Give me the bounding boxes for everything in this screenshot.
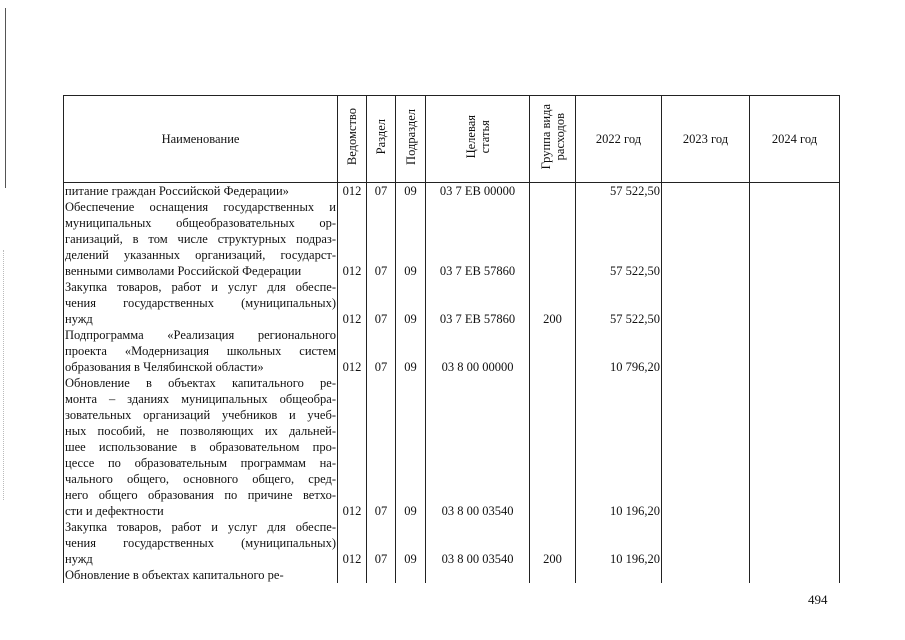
cell-name: [64, 199, 338, 279]
cell-ministry: 012: [338, 519, 367, 567]
cell-2024: [750, 199, 840, 279]
cell-ministry: 012: [338, 199, 367, 279]
header-2022: 2022 год: [576, 96, 662, 183]
cell-group: [530, 199, 576, 279]
cell-2022: 57 522,50: [576, 199, 662, 279]
name-line: Подпрограмма «Реализация регионального: [65, 328, 336, 342]
cell-target: 03 7 ЕВ 57860: [426, 279, 530, 327]
cell-name: [64, 375, 338, 519]
name-line: Закупка товаров, работ и услуг для обеспе-: [65, 280, 336, 294]
name-line: ганизаций, в том числе структурных подраз-: [65, 232, 336, 246]
cell-section: [367, 567, 396, 583]
cell-group: [530, 183, 576, 200]
cell-name: [64, 279, 338, 327]
table-row: [64, 327, 840, 375]
header-subsection: Подраздел: [396, 96, 426, 183]
header-section: Раздел: [367, 96, 396, 183]
cell-2024: [750, 567, 840, 583]
cell-2024: [750, 519, 840, 567]
table-row: [64, 567, 840, 583]
cell-2023: [662, 199, 750, 279]
cell-ministry: 012: [338, 327, 367, 375]
cell-group: 200: [530, 279, 576, 327]
cell-section: 07: [367, 183, 396, 200]
name-line: чения государственных (муниципальных): [65, 296, 336, 310]
name-line: шее использование в образовательном про-: [65, 440, 336, 454]
name-line: Обеспечение оснащения государственных и: [65, 200, 336, 214]
cell-subsection: 09: [396, 375, 426, 519]
name-line: венными символами Российской Федерации: [65, 264, 302, 278]
cell-subsection: 09: [396, 183, 426, 200]
cell-group: [530, 327, 576, 375]
header-2024: 2024 год: [750, 96, 840, 183]
name-line: монта – зданиях муниципальных общеобра-: [65, 392, 336, 406]
name-line: чения государственных (муниципальных): [65, 536, 336, 550]
name-line: муниципальных общеобразовательных ор-: [65, 216, 336, 230]
cell-target: 03 8 00 00000: [426, 327, 530, 375]
cell-subsection: 09: [396, 327, 426, 375]
cell-2022: 10 196,20: [576, 375, 662, 519]
name-line: образования в Челябинской области»: [65, 360, 264, 374]
cell-section: 07: [367, 375, 396, 519]
table-row: [64, 199, 840, 279]
cell-name: [64, 327, 338, 375]
table-row: [64, 183, 840, 200]
cell-2024: [750, 375, 840, 519]
header-2023: 2023 год: [662, 96, 750, 183]
cell-group: 200: [530, 519, 576, 567]
name-line: Обновление в объектах капитального ре-: [65, 376, 336, 390]
cell-section: 07: [367, 199, 396, 279]
table-header-row: [64, 96, 840, 183]
table-row: [64, 375, 840, 519]
cell-ministry: 012: [338, 375, 367, 519]
name-line: делений указанных организаций, государст-: [65, 248, 336, 262]
cell-name: [64, 567, 338, 583]
name-line: нужд: [65, 552, 93, 566]
cell-target: 03 8 00 03540: [426, 519, 530, 567]
name-line: проекта «Модернизация школьных систем: [65, 344, 336, 358]
cell-2022: [576, 567, 662, 583]
cell-subsection: 09: [396, 199, 426, 279]
cell-subsection: [396, 567, 426, 583]
cell-ministry: [338, 567, 367, 583]
cell-2022: 57 522,50: [576, 279, 662, 327]
budget-table: [63, 95, 840, 583]
name-line: зовательных организаций учебников и учеб-: [65, 408, 336, 422]
name-line: питание граждан Российской Федерации»: [65, 184, 289, 198]
cell-2023: [662, 279, 750, 327]
cell-target: 03 7 ЕВ 57860: [426, 199, 530, 279]
name-line: Закупка товаров, работ и услуг для обеспе-: [65, 520, 336, 534]
cell-ministry: 012: [338, 279, 367, 327]
name-line: него общего образования по причине ветхо-: [65, 488, 336, 502]
header-ministry: Ведомство: [338, 96, 367, 183]
scan-margin-line: [5, 8, 6, 188]
cell-2023: [662, 183, 750, 200]
name-line: цессе по образовательным программам на-: [65, 456, 336, 470]
cell-section: 07: [367, 327, 396, 375]
name-line: сти и дефектности: [65, 504, 164, 518]
cell-2022: 57 522,50: [576, 183, 662, 200]
page-number: 494: [808, 592, 828, 607]
cell-2024: [750, 327, 840, 375]
cell-ministry: 012: [338, 183, 367, 200]
cell-2022: 10 196,20: [576, 519, 662, 567]
scan-margin-dots: [3, 250, 5, 500]
header-group: Группа вида расходов: [530, 96, 576, 183]
name-line: Обновление в объектах капитального ре-: [65, 568, 284, 582]
cell-2023: [662, 519, 750, 567]
cell-target: [426, 567, 530, 583]
cell-name: [64, 183, 338, 200]
cell-group: [530, 567, 576, 583]
name-line: ных пособий, не позволяющих их дальней-: [65, 424, 336, 438]
cell-2024: [750, 183, 840, 200]
name-line: чального общего, основного общего, сред-: [65, 472, 336, 486]
header-name: Наименование: [64, 96, 338, 183]
cell-2023: [662, 375, 750, 519]
cell-section: 07: [367, 519, 396, 567]
table-row: [64, 519, 840, 567]
cell-2023: [662, 327, 750, 375]
cell-target: 03 7 ЕВ 00000: [426, 183, 530, 200]
cell-2023: [662, 567, 750, 583]
cell-group: [530, 375, 576, 519]
cell-target: 03 8 00 03540: [426, 375, 530, 519]
cell-name: [64, 519, 338, 567]
cell-section: 07: [367, 279, 396, 327]
table-row: [64, 279, 840, 327]
name-line: нужд: [65, 312, 93, 326]
cell-2022: 10 796,20: [576, 327, 662, 375]
cell-subsection: 09: [396, 519, 426, 567]
cell-subsection: 09: [396, 279, 426, 327]
header-target: Целевая статья: [426, 96, 530, 183]
cell-2024: [750, 279, 840, 327]
